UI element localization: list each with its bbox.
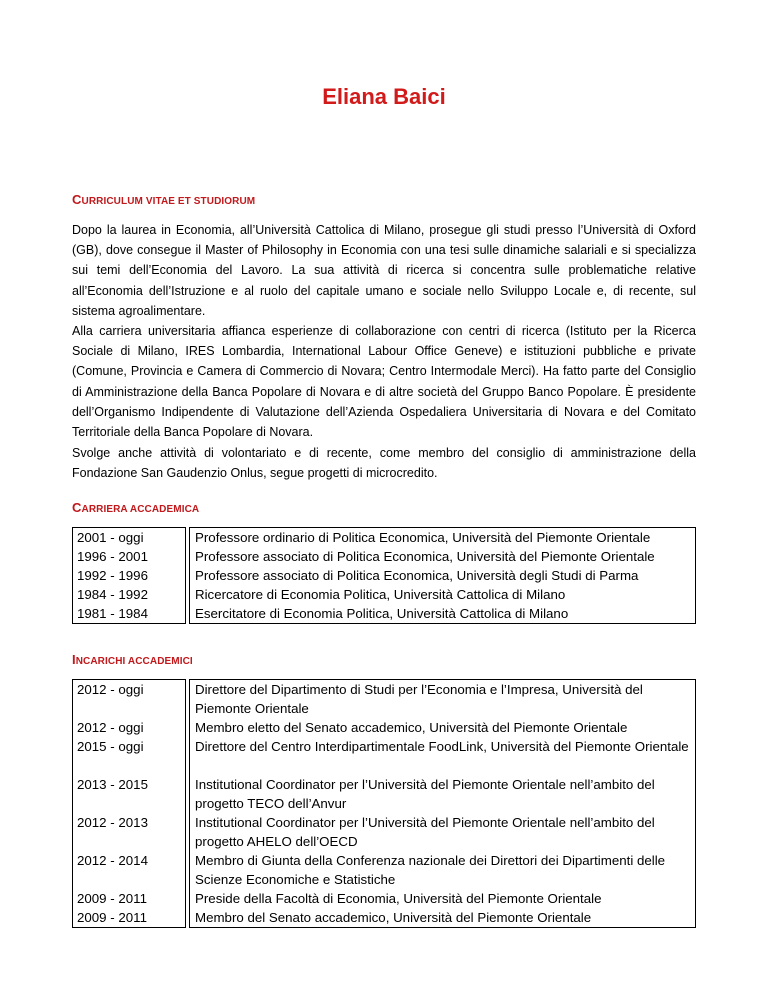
table-row xyxy=(73,851,696,889)
table-row xyxy=(73,718,696,737)
cv-heading-cap: C xyxy=(72,192,82,207)
years-cell: 2012 - oggi xyxy=(73,718,186,737)
years-cell: 2013 - 2015 xyxy=(73,775,186,813)
description-cell: Professore ordinario di Politica Economica, Università del Piemonte Orientale xyxy=(190,528,696,548)
years-cell: 2012 - 2013 xyxy=(73,813,186,851)
page-title: Eliana Baici xyxy=(322,84,446,109)
years-cell: 1981 - 1984 xyxy=(73,604,186,624)
table-row xyxy=(73,585,696,604)
description-cell: Ricercatore di Economia Politica, Università Cattolica di Milano xyxy=(190,585,696,604)
description-cell: Membro di Giunta della Conferenza nazionale dei Direttori dei Dipartimenti delle Scienze Economiche e Statistiche xyxy=(190,851,696,889)
incarichi-heading-rest: NCARICHI ACCADEMICI xyxy=(75,656,193,667)
years-cell: 1996 - 2001 xyxy=(73,547,186,566)
description-cell: Direttore del Centro Interdipartimentale FoodLink, Università del Piemonte Orientale xyxy=(190,737,696,775)
incarichi-heading-cap: I xyxy=(72,652,76,667)
incarichi-heading xyxy=(72,652,193,667)
table-row xyxy=(73,813,696,851)
table-row xyxy=(73,737,696,775)
years-cell: 1992 - 1996 xyxy=(73,566,186,585)
table-row xyxy=(73,908,696,928)
table-row xyxy=(73,566,696,585)
cv-heading xyxy=(72,192,255,207)
description-cell: Preside della Facoltà di Economia, Università del Piemonte Orientale xyxy=(190,889,696,908)
table-row xyxy=(73,547,696,566)
description-cell: Direttore del Dipartimento di Studi per l’Economia e l’Impresa, Università del Piemonte Orientale xyxy=(190,680,696,719)
years-cell: 2009 - 2011 xyxy=(73,889,186,908)
carriera-heading-cap: C xyxy=(72,500,82,515)
description-cell: Institutional Coordinator per l’Università del Piemonte Orientale nell’ambito del progetto TECO dell’Anvur xyxy=(190,775,696,813)
cv-paragraph-3: Svolge anche attività di volontariato e di recente, come membro del consiglio di amministrazione della Fondazione San Gaudenzio Onlus, segue progetti di microcredito. xyxy=(72,446,696,481)
description-cell: Esercitatore di Economia Politica, Università Cattolica di Milano xyxy=(190,604,696,624)
cv-heading-rest: URRICULUM VITAE ET STUDIORUM xyxy=(81,196,256,207)
cv-paragraph-1: Dopo la laurea in Economia, all’Università Cattolica di Milano, prosegue gli studi presso l’Università di Oxford (GB), dove consegue il Master of Philosophy in Economia con una tesi sulle dinamiche salariali e si specializza sui temi dell’Economia del Lavoro. La sua attività di ricerca si concentra sulle problematiche relative all’Economia dell’Istruzione e al ruolo del capitale umano e sociale nello Sviluppo Locale e, di recente, sul sistema agroalimentare. xyxy=(72,223,696,318)
years-cell: 2015 - oggi xyxy=(73,737,186,775)
incarichi-table xyxy=(72,679,696,928)
years-cell: 1984 - 1992 xyxy=(73,585,186,604)
description-cell: Professore associato di Politica Economica, Università degli Studi di Parma xyxy=(190,566,696,585)
table-row xyxy=(73,889,696,908)
table-row xyxy=(73,775,696,813)
description-cell: Professore associato di Politica Economica, Università del Piemonte Orientale xyxy=(190,547,696,566)
description-cell: Institutional Coordinator per l’Università del Piemonte Orientale nell’ambito del progetto AHELO dell’OECD xyxy=(190,813,696,851)
carriera-heading-rest: ARRIERA ACCADEMICA xyxy=(81,504,200,515)
years-cell: 2012 - oggi xyxy=(73,680,186,719)
years-cell: 2009 - 2011 xyxy=(73,908,186,928)
table-row xyxy=(73,604,696,624)
table-row xyxy=(73,528,696,548)
cv-paragraph-2: Alla carriera universitaria affianca esperienze di collaborazione con centri di ricerca (Istituto per la Ricerca Sociale di Milano, IRES Lombardia, International Labour Office Geneve) e istituzioni pubbliche e private (Comune, Provincia e Camera di Commercio di Novara; Centro Intermodale Merci). Ha fatto parte del Consiglio di Amministrazione della Banca Popolare di Novara e di altre società del Gruppo Banco Popolare. È presidente dell’Organismo Indipendente di Valutazione dell’Azienda Ospedaliera Universitaria di Novara e del Comitato Territoriale della Banca Popolare di Novara. xyxy=(72,324,696,440)
description-cell: Membro del Senato accademico, Università del Piemonte Orientale xyxy=(190,908,696,928)
carriera-table xyxy=(72,527,696,624)
years-cell: 2001 - oggi xyxy=(73,528,186,548)
years-cell: 2012 - 2014 xyxy=(73,851,186,889)
table-row xyxy=(73,680,696,719)
description-cell: Membro eletto del Senato accademico, Università del Piemonte Orientale xyxy=(190,718,696,737)
carriera-heading xyxy=(72,500,199,515)
